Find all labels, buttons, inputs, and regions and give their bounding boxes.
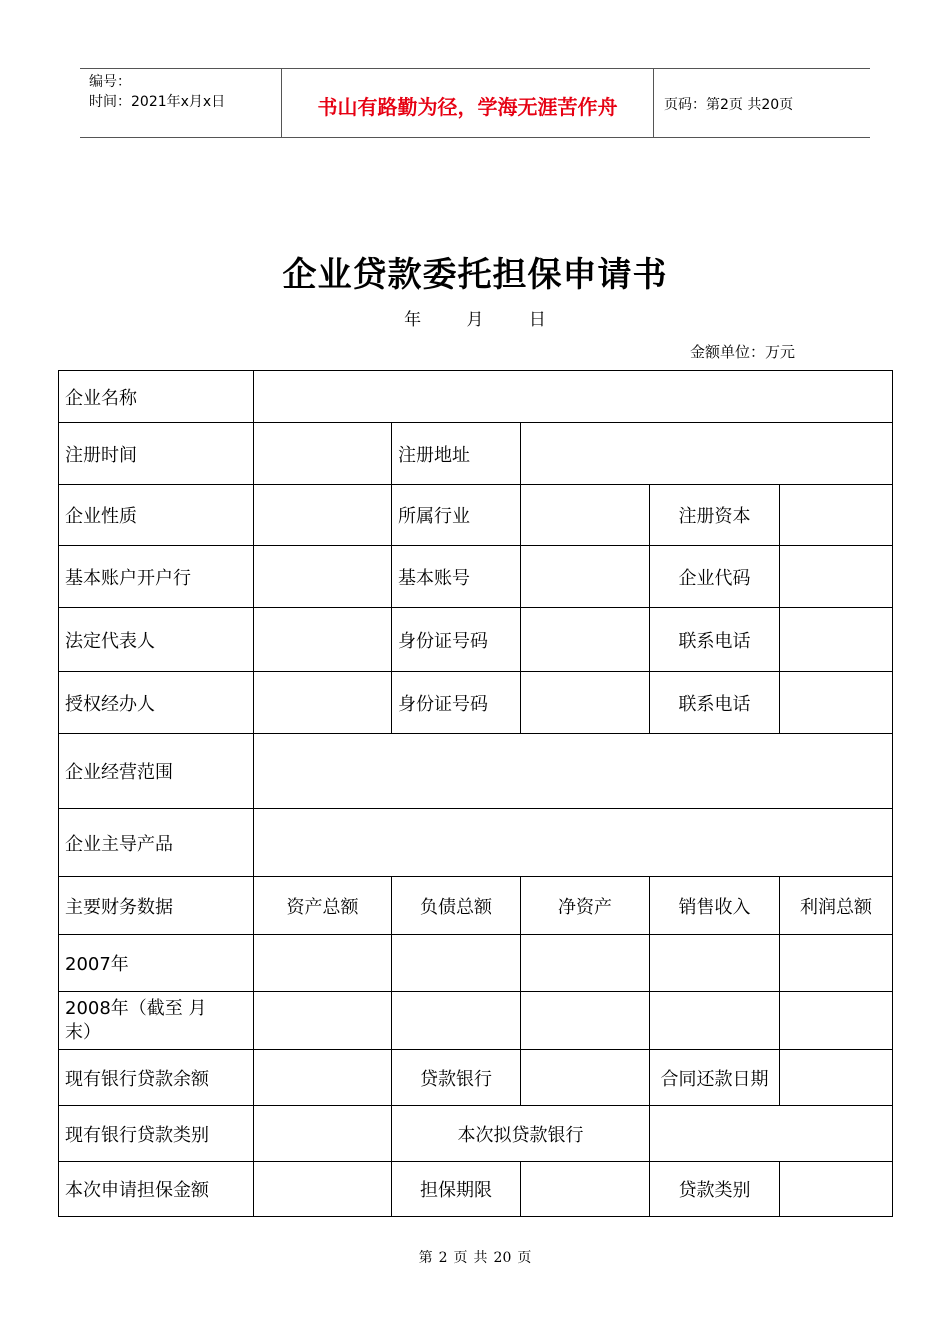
bank-account-field[interactable] bbox=[521, 546, 650, 608]
date-line bbox=[0, 305, 950, 330]
id-number-label: 身份证号码 bbox=[392, 672, 521, 734]
phone-label: 联系电话 bbox=[650, 608, 780, 672]
table-row bbox=[59, 371, 893, 423]
legal-rep-label: 法定代表人 bbox=[59, 608, 254, 672]
main-products-field[interactable] bbox=[254, 809, 893, 877]
id-number-label: 身份证号码 bbox=[392, 608, 521, 672]
business-scope-label: 企业经营范围 bbox=[59, 734, 254, 809]
agent-id-field[interactable] bbox=[521, 672, 650, 734]
table-row bbox=[59, 935, 893, 992]
guarantee-period-label: 担保期限 bbox=[392, 1162, 521, 1217]
application-form bbox=[58, 370, 893, 1217]
table-cell[interactable] bbox=[521, 992, 650, 1050]
table-cell[interactable] bbox=[521, 935, 650, 992]
sales-revenue-header: 销售收入 bbox=[650, 877, 780, 935]
footer-text: 页 bbox=[453, 1250, 468, 1266]
legal-rep-phone-field[interactable] bbox=[780, 608, 893, 672]
footer-total-pages: 20 bbox=[493, 1250, 512, 1266]
table-row bbox=[59, 1162, 893, 1217]
table-cell[interactable] bbox=[392, 935, 521, 992]
footer-text: 第 bbox=[418, 1250, 433, 1266]
reg-address-field[interactable] bbox=[521, 423, 893, 485]
company-code-field[interactable] bbox=[780, 546, 893, 608]
bank-opening-label: 基本账户开户行 bbox=[59, 546, 254, 608]
table-row bbox=[59, 809, 893, 877]
repay-date-label: 合同还款日期 bbox=[650, 1050, 780, 1106]
legal-rep-field[interactable] bbox=[254, 608, 392, 672]
guarantee-amount-field[interactable] bbox=[254, 1162, 392, 1217]
loan-type-existing-label: 现有银行贷款类别 bbox=[59, 1106, 254, 1162]
loan-type-existing-field[interactable] bbox=[254, 1106, 392, 1162]
amount-unit: 金额单位：万元 bbox=[690, 343, 796, 361]
industry-field[interactable] bbox=[521, 485, 650, 546]
page-info: 页码：第2页 共20页 bbox=[664, 97, 794, 113]
authorized-agent-label: 授权经办人 bbox=[59, 672, 254, 734]
loan-balance-label: 现有银行贷款余额 bbox=[59, 1050, 254, 1106]
total-assets-header: 资产总额 bbox=[254, 877, 392, 935]
bank-opening-field[interactable] bbox=[254, 546, 392, 608]
year-2007-label: 2007年 bbox=[59, 935, 254, 992]
planned-bank-label: 本次拟贷款银行 bbox=[392, 1106, 650, 1162]
financials-header: 主要财务数据 bbox=[59, 877, 254, 935]
agent-phone-field[interactable] bbox=[780, 672, 893, 734]
date-year: 年 bbox=[404, 310, 422, 330]
document-title: 企业贷款委托担保申请书 bbox=[282, 255, 668, 295]
net-assets-header: 净资产 bbox=[521, 877, 650, 935]
table-cell[interactable] bbox=[650, 992, 780, 1050]
date-day: 日 bbox=[528, 310, 546, 330]
footer-text: 页 bbox=[517, 1250, 532, 1266]
reg-capital-field[interactable] bbox=[780, 485, 893, 546]
table-row bbox=[59, 734, 893, 809]
document-header bbox=[80, 68, 870, 138]
phone-label: 联系电话 bbox=[650, 672, 780, 734]
authorized-agent-field[interactable] bbox=[254, 672, 392, 734]
company-name-field[interactable] bbox=[254, 371, 893, 423]
number-label: 编号： bbox=[89, 74, 131, 90]
table-row bbox=[59, 485, 893, 546]
company-nature-field[interactable] bbox=[254, 485, 392, 546]
reg-time-field[interactable] bbox=[254, 423, 392, 485]
table-row bbox=[59, 1050, 893, 1106]
table-cell[interactable] bbox=[650, 935, 780, 992]
loan-type-field[interactable] bbox=[780, 1162, 893, 1217]
table-row bbox=[59, 992, 893, 1050]
header-meta-cell bbox=[80, 69, 282, 137]
motto: 书山有路勤为径，学海无涯苦作舟 bbox=[317, 95, 618, 119]
reg-address-label: 注册地址 bbox=[392, 423, 521, 485]
repay-date-field[interactable] bbox=[780, 1050, 893, 1106]
business-scope-field[interactable] bbox=[254, 734, 893, 809]
company-nature-label: 企业性质 bbox=[59, 485, 254, 546]
page-footer bbox=[0, 1247, 950, 1267]
total-liabilities-header: 负债总额 bbox=[392, 877, 521, 935]
time-line: 时间：2021年x月x日 bbox=[89, 94, 226, 110]
reg-time-label: 注册时间 bbox=[59, 423, 254, 485]
guarantee-period-field[interactable] bbox=[521, 1162, 650, 1217]
table-row bbox=[59, 608, 893, 672]
company-name-label: 企业名称 bbox=[59, 371, 254, 423]
guarantee-amount-label: 本次申请担保金额 bbox=[59, 1162, 254, 1217]
main-products-label: 企业主导产品 bbox=[59, 809, 254, 877]
table-cell[interactable] bbox=[392, 992, 521, 1050]
planned-bank-field[interactable] bbox=[650, 1106, 893, 1162]
table-row bbox=[59, 877, 893, 935]
company-code-label: 企业代码 bbox=[650, 546, 780, 608]
loan-bank-label: 贷款银行 bbox=[392, 1050, 521, 1106]
year-2008-label: 2008年（截至 月末） bbox=[59, 992, 254, 1050]
loan-type-label: 贷款类别 bbox=[650, 1162, 780, 1217]
table-row bbox=[59, 423, 893, 485]
industry-label: 所属行业 bbox=[392, 485, 521, 546]
total-profit-header: 利润总额 bbox=[780, 877, 893, 935]
bank-account-label: 基本账号 bbox=[392, 546, 521, 608]
footer-text: 共 bbox=[473, 1250, 488, 1266]
date-month: 月 bbox=[466, 310, 484, 330]
table-row bbox=[59, 546, 893, 608]
table-cell[interactable] bbox=[254, 935, 392, 992]
header-motto-cell bbox=[282, 69, 653, 137]
table-row bbox=[59, 672, 893, 734]
legal-rep-id-field[interactable] bbox=[521, 608, 650, 672]
table-cell[interactable] bbox=[780, 935, 893, 992]
footer-page-number: 2 bbox=[438, 1250, 448, 1266]
table-row bbox=[59, 1106, 893, 1162]
loan-balance-field[interactable] bbox=[254, 1050, 392, 1106]
table-cell[interactable] bbox=[780, 992, 893, 1050]
reg-capital-label: 注册资本 bbox=[650, 485, 780, 546]
header-page-cell bbox=[653, 69, 871, 137]
loan-bank-field[interactable] bbox=[521, 1050, 650, 1106]
table-cell[interactable] bbox=[254, 992, 392, 1050]
